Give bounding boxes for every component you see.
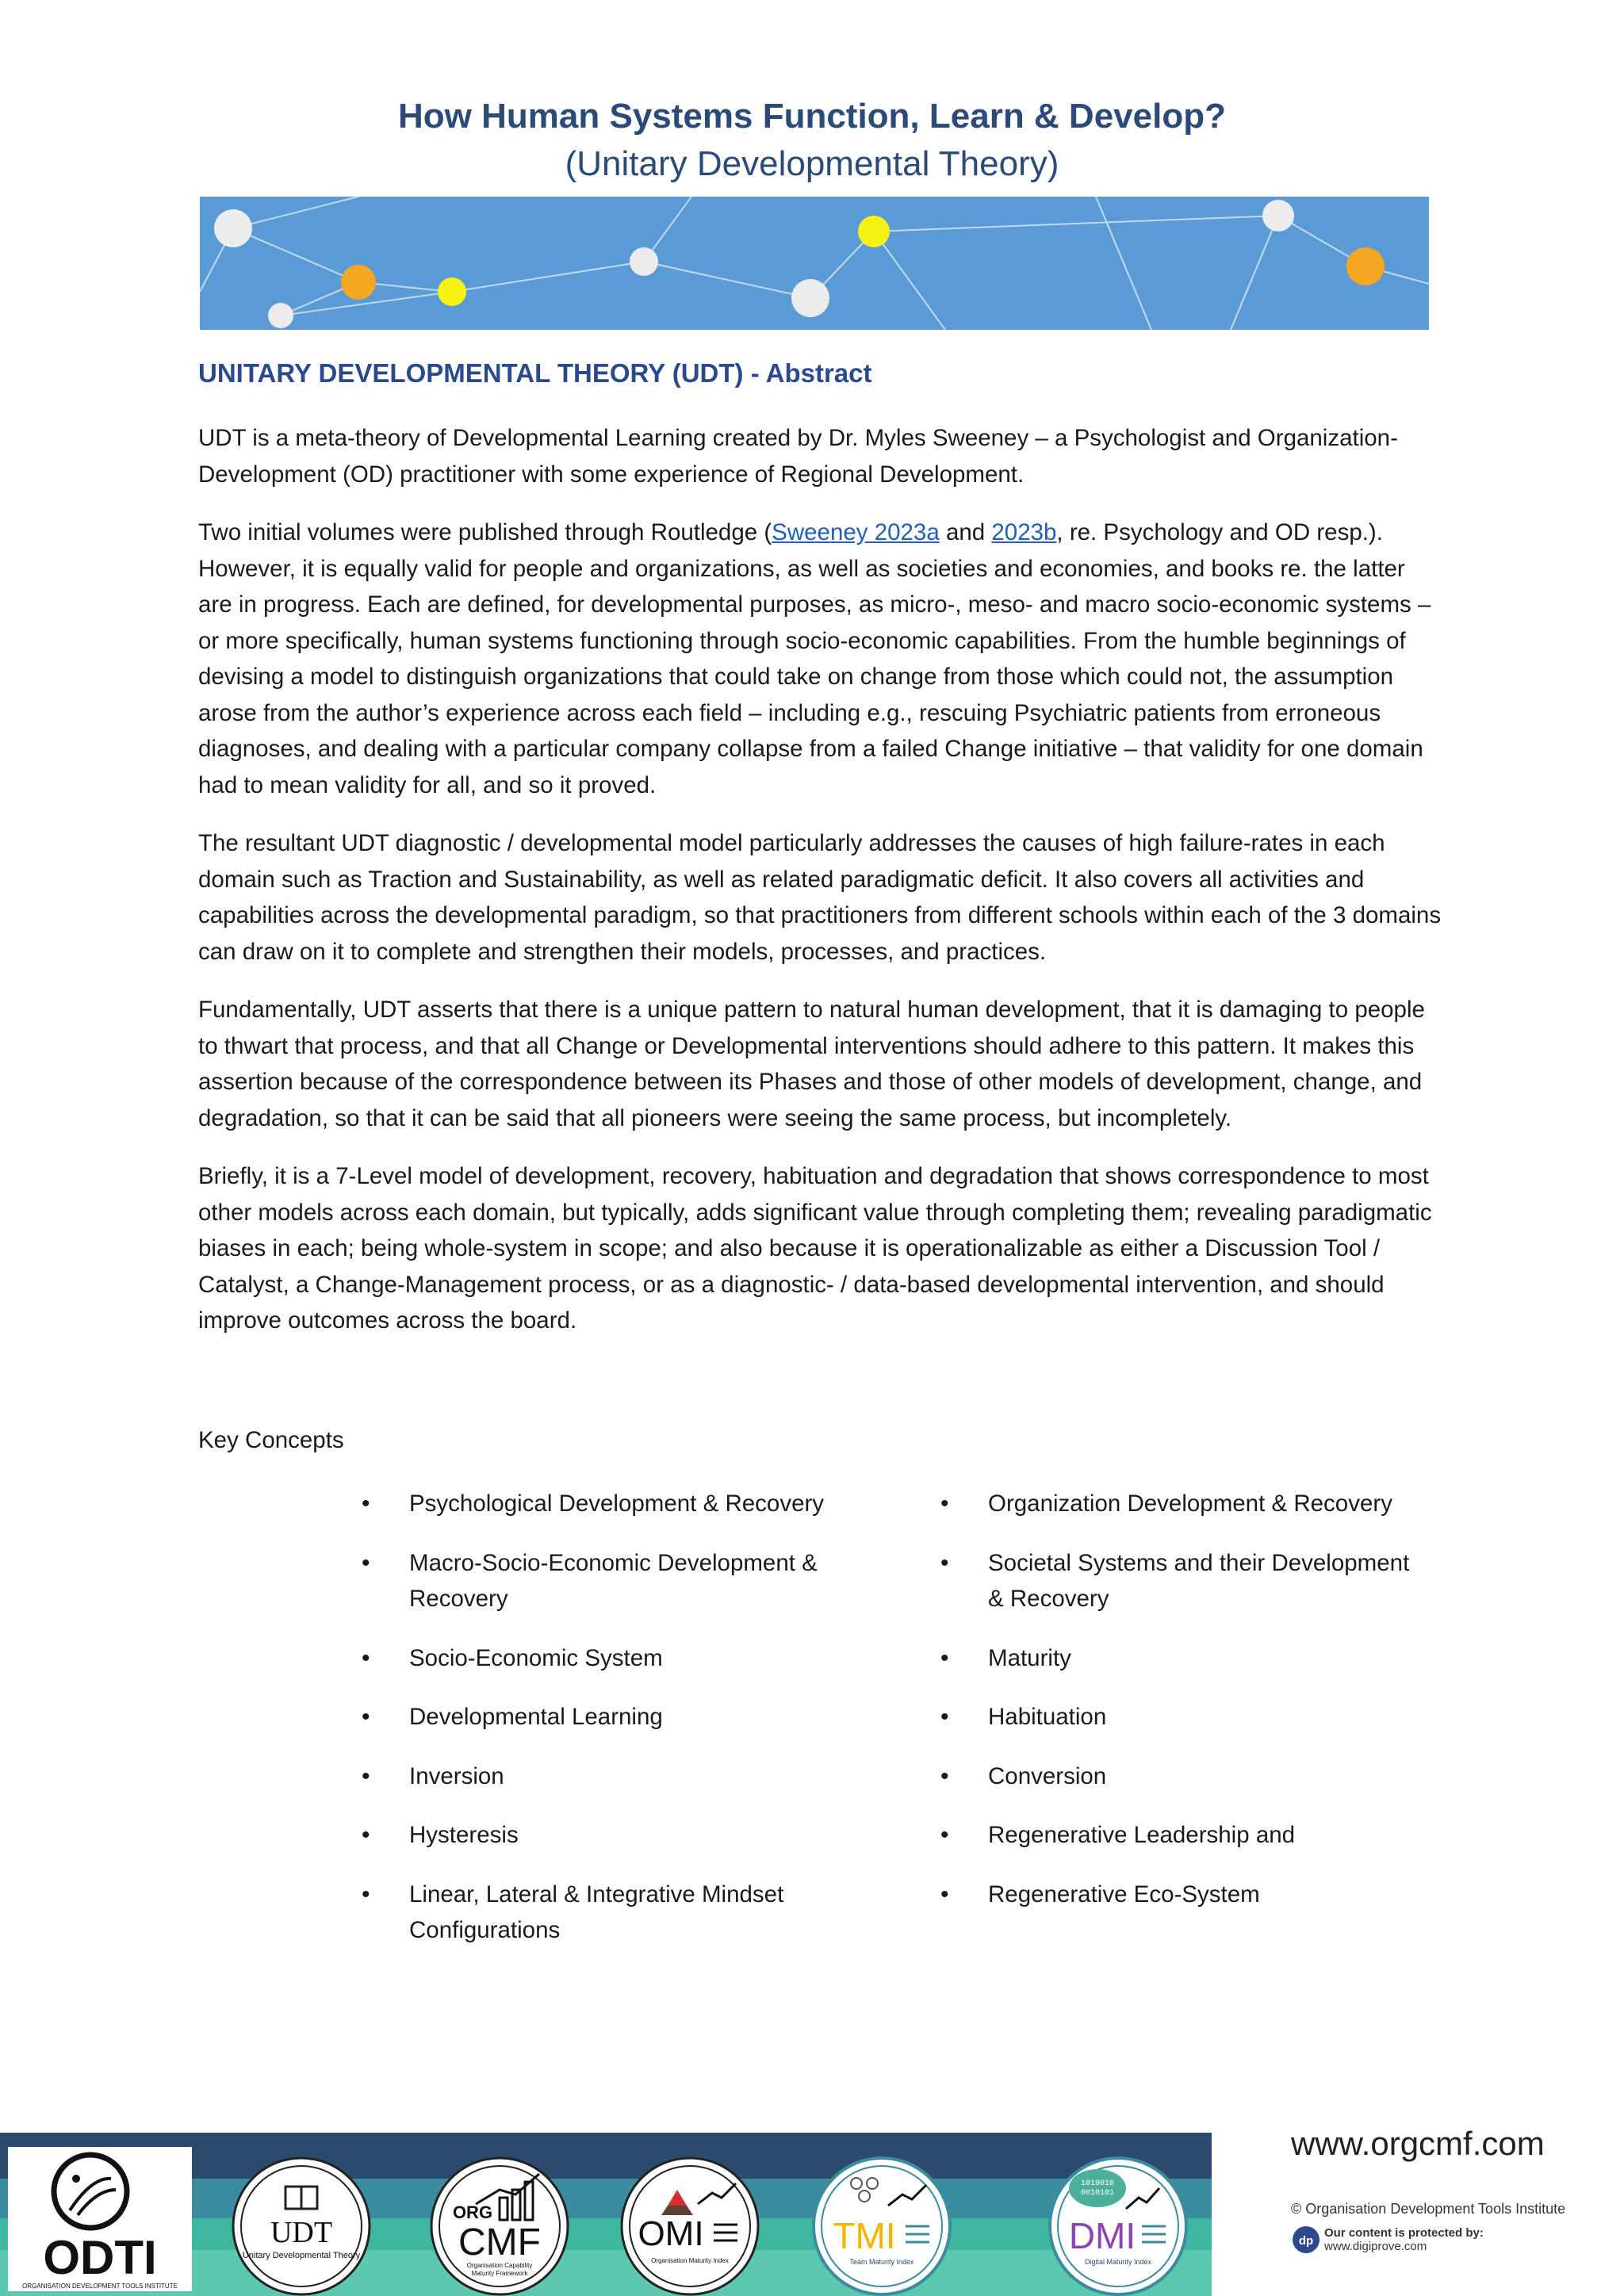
list-item: • Conversion bbox=[936, 1758, 1427, 1795]
digiprove-line-2: www.digiprove.com bbox=[1324, 2240, 1427, 2253]
omi-logo-text: OMI bbox=[638, 2214, 704, 2253]
list-item: • Psychological Development & Recovery bbox=[357, 1486, 848, 1522]
omi-logo-subtext: Organisation Maturity Index bbox=[651, 2257, 729, 2264]
dmi-binary-1: 1010010 bbox=[1080, 2179, 1115, 2188]
tmi-logo-subtext: Team Maturity Index bbox=[849, 2258, 914, 2266]
list-item: • Maturity bbox=[936, 1640, 1427, 1677]
digiprove-icon bbox=[1291, 2225, 1321, 2255]
cmf-logo-subtext-1: Organisation Capability bbox=[466, 2262, 533, 2269]
udt-logo-text: UDT bbox=[270, 2216, 333, 2249]
network-banner-image bbox=[200, 197, 1429, 330]
abstract-body bbox=[198, 420, 1443, 1361]
odti-logo-subtext: ORGANISATION DEVELOPMENT TOOLS INSTITUTE bbox=[22, 2283, 178, 2290]
digiprove-icon-text: dp bbox=[1298, 2234, 1314, 2248]
list-item: • Socio-Economic System bbox=[357, 1640, 848, 1677]
digiprove-text bbox=[1324, 2226, 1484, 2253]
udt-logo-subtext: Unitary Developmental Theory bbox=[242, 2251, 361, 2260]
cmf-logo-subtext-2: Maturity Framework bbox=[471, 2270, 528, 2277]
paragraph-3: The resultant UDT diagnostic / developmental model particularly addresses the causes of high failure-rates in each domain such as Traction and Sustainability, as well as related paradigmatic deficit. It also covers all activities and capabilities across the developmental paradigm, so that practitioners from different schools within each of the 3 domains can draw on it to complete and strengthen their models, processes, and practices. bbox=[198, 830, 1442, 965]
key-concepts-label: Key Concepts bbox=[198, 1427, 344, 1453]
list-item: • Developmental Learning bbox=[357, 1699, 848, 1735]
list-item: • Regenerative Leadership and bbox=[936, 1817, 1427, 1854]
dmi-logo-text: DMI bbox=[1068, 2215, 1136, 2256]
paragraph-5: Briefly, it is a 7-Level model of development, recovery, habituation and degradation that shows correspondence to most other models across each domain, but typically, adds significant value through completing them; revealing paradigmatic biases in each; being whole-system in scope; and also because it is operationalizable as either a Discussion Tool / Catalyst, a Change-Management process, or as a diagnostic- / data-based developmental intervention, and should improve outcomes across the board. bbox=[198, 1163, 1432, 1334]
cmf-logo[interactable] bbox=[431, 2158, 568, 2294]
cmf-org-text: ORG bbox=[452, 2202, 493, 2222]
list-item: • Macro-Socio-Economic Development & Recovery bbox=[357, 1545, 848, 1617]
digiprove-line-1: Our content is protected by: bbox=[1324, 2226, 1484, 2240]
key-concepts-left-list bbox=[357, 1486, 848, 1972]
dmi-logo-subtext: Digital Maturity Index bbox=[1084, 2258, 1152, 2266]
tmi-logo[interactable] bbox=[814, 2158, 950, 2294]
udt-logo[interactable] bbox=[233, 2158, 370, 2294]
section-heading: UNITARY DEVELOPMENTAL THEORY (UDT) - Abstract bbox=[198, 358, 872, 388]
odti-logo[interactable] bbox=[8, 2147, 192, 2291]
omi-logo[interactable] bbox=[622, 2158, 758, 2294]
list-item: • Habituation bbox=[936, 1699, 1427, 1735]
key-concepts-right-list bbox=[936, 1486, 1427, 1935]
page-title: How Human Systems Function, Learn & Develop? bbox=[398, 97, 1226, 136]
list-item: • Inversion bbox=[357, 1758, 848, 1795]
2023b-link[interactable]: 2023b bbox=[991, 519, 1057, 545]
list-item: • Linear, Lateral & Integrative Mindset Configurations bbox=[357, 1877, 848, 1949]
tmi-logo-text: TMI bbox=[833, 2215, 896, 2256]
paragraph-2 bbox=[198, 515, 1443, 803]
digiprove-badge[interactable] bbox=[1291, 2225, 1484, 2256]
list-item: • Organization Development & Recovery bbox=[936, 1486, 1427, 1522]
dmi-binary-2: 0010101 bbox=[1080, 2189, 1115, 2198]
cloud-icon bbox=[1069, 2169, 1126, 2207]
paragraph-2-start: Two initial volumes were published through Routledge ( bbox=[198, 519, 772, 545]
odti-logo-text: ODTI bbox=[43, 2231, 157, 2284]
list-item: • Regenerative Eco-System bbox=[936, 1877, 1427, 1913]
list-item: • Hysteresis bbox=[357, 1817, 848, 1854]
paragraph-1: UDT is a meta-theory of Developmental Learning created by Dr. Myles Sweeney – a Psychologist and Organization-Development (OD) practitioner with some experience of Regional Development. bbox=[198, 425, 1398, 488]
paragraph-2-and: and bbox=[939, 519, 992, 545]
list-item: • Societal Systems and their Development & Recovery bbox=[936, 1545, 1427, 1617]
sweeney-2023a-link[interactable]: Sweeney 2023a bbox=[772, 519, 940, 545]
paragraph-4: Fundamentally, UDT asserts that there is a unique pattern to natural human development, that it is damaging to people to thwart that process, and that all Change or Developmental interventions should adhere to this pattern. It makes this assertion because of the correspondence between its Phases and those of other models of development, change, and degradation, so that it can be said that all pioneers were seeing the same process, but incompletely. bbox=[198, 997, 1425, 1131]
dmi-logo[interactable] bbox=[1050, 2158, 1186, 2294]
footer-logo-strip bbox=[0, 2133, 1212, 2296]
website-link[interactable]: www.orgcmf.com bbox=[1291, 2125, 1545, 2162]
copyright-text: © Organisation Development Tools Institute bbox=[1291, 2201, 1566, 2217]
cmf-logo-text: CMF bbox=[458, 2221, 541, 2263]
paragraph-2-rest: , re. Psychology and OD resp.). However, it is equally valid for people and organizations, as well as societies and economies, and books re. the latter are in progress. Each are defined, for developmental purposes, as micro-, meso- and macro socio-economic systems – or more specifically, human systems functioning through socio-economic capabilities. From the humble beginnings of devising a model to distinguish organizations that could take on change from those which could not, the assumption arose from the author’s experience across each field – including e.g., rescuing Psychiatric patients from erroneous diagnoses, and dealing with a particular company collapse from a failed Change initiative – that validity for one domain had to mean validity for all, and so it proved. bbox=[198, 519, 1431, 798]
page-subtitle: (Unitary Developmental Theory) bbox=[565, 144, 1059, 183]
